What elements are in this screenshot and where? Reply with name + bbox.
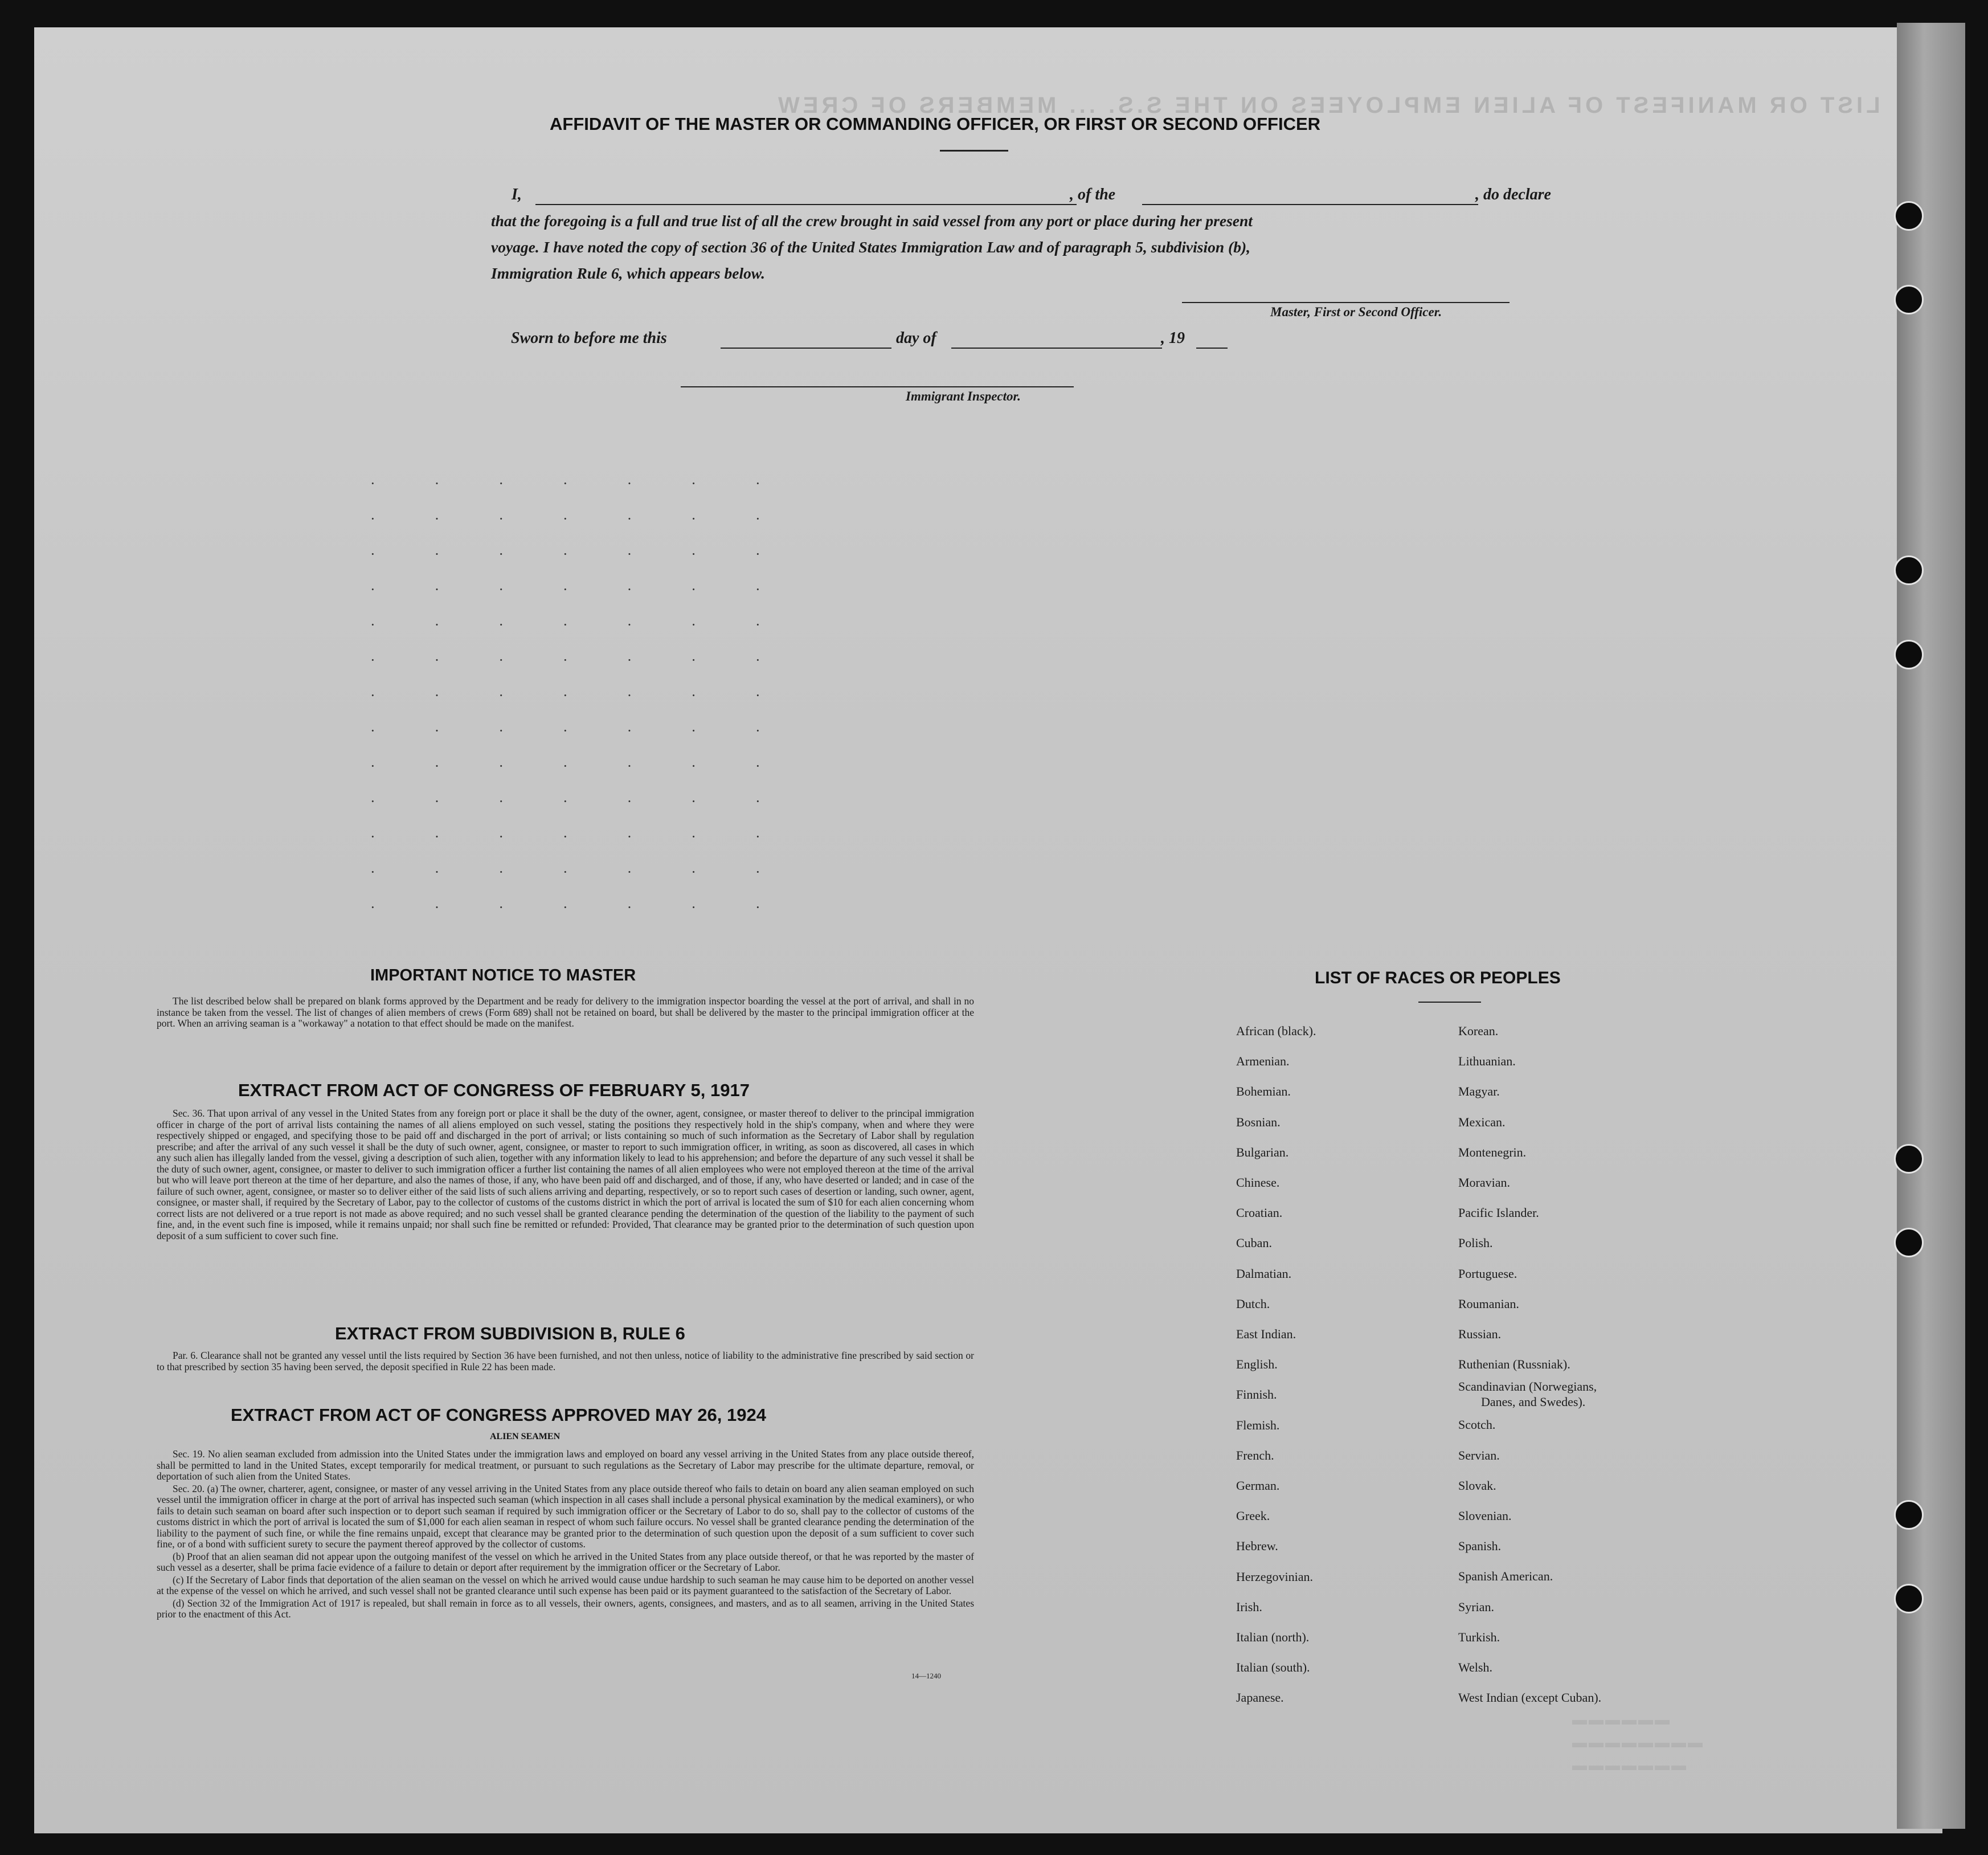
race-item: Bosnian. (1236, 1114, 1281, 1129)
extract-1917-text: Sec. 36. That upon arrival of any vessel in the United States from any foreign port or place it shall be the duty of the owner, agent, consignee, or master thereof to deliver to the principal immigration officer in charge of the port of arrival lists containing the names of all aliens employed on such vessel, stating the positions they respectively hold in the ship's company, when and where they were respectively shipped or engaged, and specifying those to be paid off and discharged in the port of arrival; or lists containing so much of such information as the Secretary of Labor shall by regulation prescribe; and after the arrival of any such vessel it shall be the duty of such owner, agent, consignee, or master to report to such immigration officer, in writing, as soon as discovered, all cases in which any such alien has illegally landed from the vessel, giving a description of such alien, together with any information likely to lead to his apprehension; and before the departure of any such vessel it shall be the duty of such owner, agent, consignee, or master to deliver to such immigration officer a further list containing the names of all alien employees who were not employed thereon at the time of the arrival but who will leave port thereon at the time of her departure, and also the names of those, if any, who have been paid off and discharged, and of those, if any, who have deserted or landed; and in case of the failure of such owner, agent, consignee, or master so to deliver either of the said lists of such aliens arriving and departing, respectively, or so to report such cases of desertion or landing, such owner, agent, consignee, or master shall, if required by the Secretary of Labor, pay to the collector of customs of the customs district in which the port of arrival is located the sum of $10 for each alien concerning whom correct lists are not delivered or a true report is not made as above required; and no such vessel shall be granted clearance pending the determination of the question of the liability to the payment of such fine, and, in the event such fine is imposed, while it remains unpaid; nor shall such fine be remitted or refunded: Provided, That clearance may be granted prior to the determination of such question upon deposit of a sum sufficient to cover such fine. (157, 1108, 974, 1241)
race-item: Korean. (1458, 1024, 1499, 1038)
race-item: Dutch. (1236, 1296, 1270, 1311)
race-item: Roumanian. (1458, 1296, 1519, 1311)
sworn-day-blank (721, 348, 891, 349)
faint-column-remnants: ▬▬▬▬▬▬ ▬▬▬▬▬▬▬▬ ▬▬▬▬▬▬▬ (1572, 1711, 1704, 1774)
name-blank (535, 204, 1077, 205)
year-prefix: , 19 (1161, 329, 1185, 347)
race-item: Portuguese. (1458, 1266, 1517, 1281)
column-marker-dots: · · · · · · · · · · · · · · · · · · · · · · · · · · · · · · · · · · · · · · · · · · · · · · · · · · · · · · · · · · · · · · · · · · · · · · · · · · · · · · · · · · · · · · · · · · · (370, 475, 760, 916)
race-item: East Indian. (1236, 1327, 1296, 1342)
notice-text: The list described below shall be prepared on blank forms approved by the Department and be ready for delivery to the immigration inspector boarding the vessel at the port of arrival, and shall in no instance be taken from the vessel. The list of changes of alien members of crews (Form 689) shall not be retained on board, but shall be delivered by the master to the principal immigration officer at the port. When an arriving seaman is a "workaway" a notation to that effect should be made on the manifest. (157, 995, 974, 1029)
document-page (34, 27, 1942, 1833)
extract-1924-text (157, 1449, 974, 1621)
alien-seamen-subtitle: ALIEN SEAMEN (490, 1432, 561, 1441)
race-item: Greek. (1236, 1509, 1270, 1523)
race-item: Slovak. (1458, 1478, 1496, 1493)
binder-hole-8 (1894, 1584, 1924, 1613)
race-item: African (black). (1236, 1024, 1316, 1038)
race-item: Servian. (1458, 1448, 1500, 1462)
race-item: West Indian (except Cuban). (1458, 1690, 1602, 1705)
race-item: Slovenian. (1458, 1509, 1512, 1523)
sec-20c-paragraph: (c) If the Secretary of Labor finds that deportation of the alien seaman on the vessel on which he arrived would cause undue hardship to such seaman he may cause him to be deported on another vessel at the expense of the vessel on which he arrived, and such vessel shall not be granted clearance until such expense has been paid or its payment guaranteed to the satisfaction of the Secretary of Labor. (157, 1574, 974, 1596)
declaration-line-4: Immigration Rule 6, which appears below. (491, 264, 766, 282)
race-item: Armenian. (1236, 1054, 1290, 1069)
inspector-signature-line (681, 386, 1074, 387)
race-item: Scotch. (1458, 1417, 1496, 1432)
race-item: Cuban. (1236, 1236, 1272, 1251)
sec-20b-paragraph: (b) Proof that an alien seaman did not appear upon the outgoing manifest of the vessel on which he arrived in the United States from any place outside thereof, or that he was reported by the master of such vessel as a deserter, shall be prima facie evidence of a failure to detain or deport after requirement by the immigration officer or the Secretary of Labor. (157, 1550, 974, 1573)
declaration-line-3: voyage. I have noted the copy of section 36 of the United States Immigration Law and of paragraph 5, subdivision (b), (491, 238, 1250, 256)
race-item: Italian (south). (1236, 1660, 1310, 1675)
race-item: Welsh. (1458, 1660, 1492, 1675)
race-item: Pacific Islander. (1458, 1206, 1539, 1220)
master-signature-caption: Master, First or Second Officer. (1270, 305, 1442, 319)
binder-hole-5 (1894, 1144, 1924, 1174)
race-item: Bulgarian. (1236, 1145, 1289, 1159)
race-item: Montenegrin. (1458, 1145, 1527, 1159)
extract-1924-title: EXTRACT FROM ACT OF CONGRESS APPROVED MAY 26, 1924 (231, 1405, 766, 1425)
race-item: Herzegovinian. (1236, 1569, 1313, 1584)
declaration-of-the: , of the (1070, 186, 1116, 203)
binder-hole-1 (1894, 201, 1924, 231)
affidavit-title: AFFIDAVIT OF THE MASTER OR COMMANDING OFFICER, OR FIRST OR SECOND OFFICER (550, 114, 1321, 134)
race-item: Lithuanian. (1458, 1054, 1516, 1069)
race-item: Russian. (1458, 1327, 1502, 1342)
race-item: French. (1236, 1448, 1274, 1462)
sworn-label: Sworn to before me this (511, 329, 667, 347)
race-item: Hebrew. (1236, 1539, 1278, 1554)
race-item: Spanish. (1458, 1539, 1502, 1554)
race-item: Spanish American. (1458, 1569, 1553, 1584)
race-item: Finnish. (1236, 1387, 1277, 1402)
title-underline (940, 150, 1008, 152)
binder-hole-4 (1894, 640, 1924, 669)
declaration-do-declare: , do declare (1475, 186, 1551, 203)
binder-hole-6 (1894, 1228, 1924, 1257)
binder-hole-7 (1894, 1500, 1924, 1530)
race-item: Japanese. (1236, 1690, 1284, 1705)
race-item: Bohemian. (1236, 1084, 1291, 1099)
race-item: Flemish. (1236, 1417, 1280, 1432)
notice-title: IMPORTANT NOTICE TO MASTER (370, 966, 636, 984)
declaration-line-2: that the foregoing is a full and true list of all the crew brought in said vessel from any port or place during her present (491, 212, 1253, 230)
race-item: Polish. (1458, 1236, 1493, 1251)
race-item: German. (1236, 1478, 1280, 1493)
day-of-label: day of (896, 329, 936, 347)
sec-19-paragraph: Sec. 19. No alien seaman excluded from admission into the United States under the immigration laws and employed on board any vessel arriving in the United States from any place outside thereof, shall be permitted to land in the United States, except temporarily for medical treatment, or pursuant to such regulations as the Secretary of Labor may prescribe for the ultimate departure, removal, or deportation of such alien from the United States. (157, 1448, 974, 1482)
bleedthrough-text: LIST OR MANIFEST OF ALIEN EMPLOYEES ON THE S.S. ... MEMBERS OF CREW (775, 93, 1880, 118)
race-item: Ruthenian (Russniak). (1458, 1357, 1570, 1372)
race-item: Chinese. (1236, 1175, 1280, 1190)
races-title: LIST OF RACES OR PEOPLES (1315, 969, 1561, 987)
year-blank (1196, 348, 1228, 349)
races-underline (1418, 1002, 1481, 1003)
race-item: Irish. (1236, 1599, 1262, 1614)
binder-hole-3 (1894, 555, 1924, 585)
declaration-i: I, (512, 186, 522, 203)
race-item: Turkish. (1458, 1629, 1500, 1644)
race-item: Danes, and Swedes). (1481, 1395, 1586, 1409)
race-item: Moravian. (1458, 1175, 1511, 1190)
race-item: Syrian. (1458, 1599, 1494, 1614)
race-item: Mexican. (1458, 1114, 1506, 1129)
sec-20d-paragraph: (d) Section 32 of the Immigration Act of 1917 is repealed, but shall remain in force as to all vessels, their owners, agents, consignees, and masters, and as to all seamen, arriving in the United States prior to the enactment of this Act. (157, 1597, 974, 1620)
master-signature-line (1182, 302, 1510, 303)
extract-1917-title: EXTRACT FROM ACT OF CONGRESS OF FEBRUARY 5, 1917 (238, 1080, 750, 1100)
sworn-month-blank (951, 348, 1162, 349)
vessel-blank (1142, 204, 1478, 205)
race-item: Dalmatian. (1236, 1266, 1292, 1281)
sec-20a-paragraph: Sec. 20. (a) The owner, charterer, agent, consignee, or master of any vessel arriving in the United States from any place outside thereof who fails to detain on board any alien seaman employed on such vessel until the immigration officer in charge at the port of arrival has inspected such seaman (which inspection in all cases shall include a personal physical examination by the medical examiners), or who fails to detain such seaman on board after such inspection or to deport such seaman if required by such immigration officer or the Secretary of Labor to do so, shall pay to the collector of customs of the customs district in which the port of arrival is located the sum of $1,000 for each alien seaman in respect of whom such failure occurs. No vessel shall be granted clearance pending the determination of the liability to the payment of such fine, or while the fine remains unpaid, except that clearance may be granted prior to the determination of such question upon the deposit of a sum sufficient to cover such fine, or of a bond with sufficient surety to secure the payment thereof approved by the collector of customs. (157, 1482, 974, 1550)
races-column-1 (1236, 1016, 1316, 1713)
race-item: Croatian. (1236, 1206, 1283, 1220)
race-item: Italian (north). (1236, 1630, 1310, 1645)
inspector-signature-caption: Immigrant Inspector. (906, 389, 1021, 403)
binder-hole-2 (1894, 285, 1924, 314)
races-column-2 (1458, 1016, 1601, 1713)
race-item: Magyar. (1458, 1084, 1500, 1099)
race-item: English. (1236, 1357, 1278, 1372)
extract-rule6-text: Par. 6. Clearance shall not be granted any vessel until the lists required by Section 36 have been furnished, and not then unless, notice of liability to the administrative fine prescribed by said section or to that prescribed by section 35 having been served, the deposit specified in Rule 22 has been made. (157, 1350, 974, 1372)
extract-rule6-title: EXTRACT FROM SUBDIVISION B, RULE 6 (335, 1323, 685, 1343)
race-item: Scandinavian (Norwegians, (1458, 1379, 1597, 1394)
form-number: 14—1240 (911, 1672, 941, 1680)
